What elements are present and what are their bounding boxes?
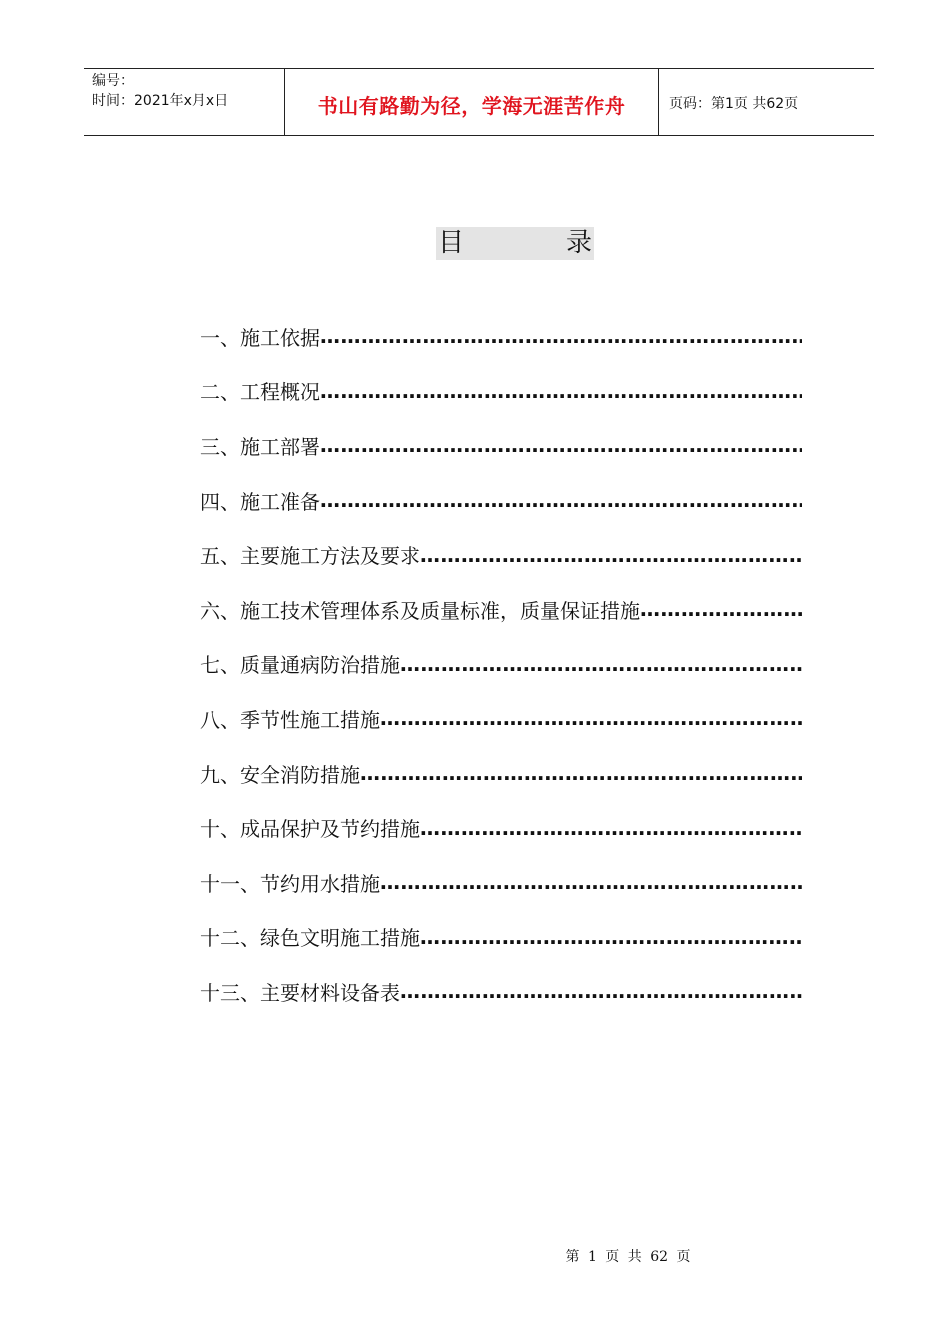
toc-dot-leader [420, 925, 802, 949]
page-footer [0, 1246, 950, 1266]
toc-item[interactable] [200, 746, 802, 801]
toc-item[interactable] [200, 964, 802, 1019]
toc-dot-leader [320, 433, 802, 457]
toc-item-label: 二、工程概况 [200, 380, 320, 405]
toc-item[interactable] [200, 910, 802, 965]
toc-dot-leader [320, 488, 802, 512]
toc-item-label: 十三、主要材料设备表 [200, 980, 400, 1005]
toc-item-label: 五、主要施工方法及要求 [200, 544, 420, 569]
header-meta-cell [84, 69, 285, 135]
document-header [84, 68, 874, 136]
toc-item-label: 三、施工部署 [200, 434, 320, 459]
table-of-contents [200, 309, 802, 1019]
toc-item-label: 四、施工准备 [200, 489, 320, 514]
toc-item[interactable] [200, 582, 802, 637]
toc-title-right: 录 [565, 228, 592, 258]
toc-title-left: 目 [438, 228, 465, 258]
toc-item[interactable] [200, 364, 802, 419]
toc-item[interactable] [200, 691, 802, 746]
toc-item-label: 七、质量通病防治措施 [200, 653, 400, 678]
toc-item[interactable] [200, 637, 802, 692]
toc-title [436, 227, 594, 260]
toc-item-label: 一、施工依据 [200, 325, 320, 350]
toc-item[interactable] [200, 473, 802, 528]
toc-dot-leader [640, 597, 802, 621]
toc-item-label: 六、施工技术管理体系及质量标准，质量保证措施 [200, 598, 640, 623]
toc-dot-leader [380, 706, 802, 730]
toc-dot-leader [360, 761, 802, 785]
toc-dot-leader [420, 816, 802, 840]
footer-page-number: 第 1 页 共 62 页 [565, 1249, 691, 1265]
header-page-info: 页码：第1页 共62页 [669, 96, 799, 112]
serial-number-label: 编号： [92, 73, 134, 89]
toc-item-label: 十二、绿色文明施工措施 [200, 926, 420, 951]
header-motto-cell [285, 69, 659, 135]
toc-dot-leader [400, 652, 802, 676]
toc-dot-leader [320, 379, 802, 403]
toc-item-label: 十一、节约用水措施 [200, 871, 380, 896]
header-motto: 书山有路勤为径，学海无涯苦作舟 [317, 93, 626, 118]
toc-dot-leader [380, 870, 802, 894]
toc-item[interactable] [200, 418, 802, 473]
toc-dot-leader [420, 543, 802, 567]
toc-item[interactable] [200, 309, 802, 364]
toc-dot-leader [320, 324, 802, 348]
toc-item-label: 八、季节性施工措施 [200, 707, 380, 732]
toc-dot-leader [400, 979, 802, 1003]
toc-item-label: 九、安全消防措施 [200, 762, 360, 787]
toc-item-label: 十、成品保护及节约措施 [200, 817, 420, 842]
toc-item[interactable] [200, 800, 802, 855]
header-page-cell [659, 69, 874, 135]
toc-item[interactable] [200, 527, 802, 582]
time-label: 时间：2021年x月x日 [92, 93, 229, 109]
toc-item[interactable] [200, 855, 802, 910]
